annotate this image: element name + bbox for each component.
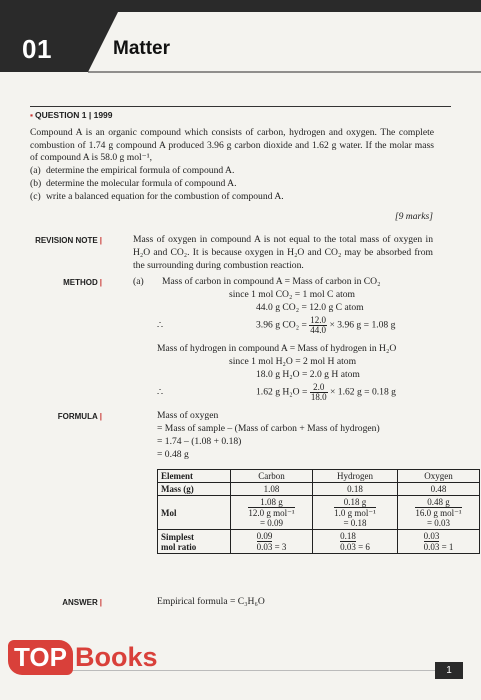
fraction-denominator: 0.03 bbox=[423, 542, 440, 552]
formula-label bbox=[22, 412, 102, 421]
hydrogen-line-2: since 1 mol H₂O = 2 mol H atom bbox=[229, 356, 357, 367]
formula-line-4: = 0.48 g bbox=[157, 449, 189, 460]
cell-result: = 1 bbox=[441, 542, 454, 552]
label-bar: | bbox=[99, 278, 102, 287]
table-row bbox=[158, 496, 480, 530]
formula-line-3: = 1.74 – (1.08 + 0.18) bbox=[157, 436, 242, 447]
formula-line-2: = Mass of sample – (Mass of carbon + Mass of hydrogen) bbox=[157, 423, 380, 434]
page-number: 1 bbox=[435, 662, 463, 679]
cell-fraction bbox=[257, 531, 273, 552]
fraction-numerator: 0.48 g bbox=[415, 497, 461, 508]
hydrogen-fraction bbox=[310, 383, 328, 402]
fraction-numerator: 12.0 bbox=[310, 315, 327, 325]
cell-fraction bbox=[415, 497, 461, 518]
question-rule bbox=[30, 106, 451, 107]
hydrogen-calc-right: × 1.62 g = 0.18 g bbox=[329, 386, 396, 398]
table-cell bbox=[313, 530, 398, 554]
mole-ratio-table bbox=[157, 469, 480, 554]
question-part-c bbox=[30, 191, 434, 204]
carbon-line-3: 44.0 g CO₂ = 12.0 g C atom bbox=[256, 302, 364, 313]
answer-text: Empirical formula = C₃H₆O bbox=[157, 596, 265, 607]
table-row-label bbox=[158, 530, 231, 554]
carbon-line-1: Mass of carbon in compound A = Mass of carbon in CO₂ bbox=[162, 276, 381, 287]
logo-top-text: TOP bbox=[8, 640, 73, 675]
carbon-calc-left: 3.96 g CO₂ = bbox=[256, 319, 307, 331]
hydrogen-line-4 bbox=[256, 383, 396, 402]
table-header-cell: Hydrogen bbox=[313, 470, 398, 483]
question-part-a bbox=[30, 165, 434, 178]
part-label: (a) bbox=[30, 165, 41, 177]
chapter-banner bbox=[0, 0, 481, 82]
therefore-symbol: ∴ bbox=[157, 387, 164, 398]
answer-label-text: ANSWER bbox=[62, 598, 98, 607]
table-cell bbox=[231, 496, 313, 530]
fraction-numerator: 0.18 g bbox=[334, 497, 376, 508]
table-cell bbox=[398, 496, 480, 530]
table-row-label: Mass (g) bbox=[158, 483, 231, 496]
cell-fraction bbox=[334, 497, 376, 518]
part-label: (c) bbox=[30, 190, 41, 202]
fraction-numerator: 1.08 g bbox=[248, 497, 294, 508]
part-text: write a balanced equation for the combustion of compound A. bbox=[46, 190, 284, 202]
hydrogen-calc-left: 1.62 g H₂O = bbox=[256, 386, 308, 398]
fraction-numerator: 0.18 bbox=[340, 531, 356, 541]
label-bar: | bbox=[99, 598, 102, 607]
hydrogen-line-3: 18.0 g H₂O = 2.0 g H atom bbox=[256, 369, 360, 380]
question-text: Compound A is an organic compound which consists of carbon, hydrogen and oxygen. The complete combustion of 1.74 g compound A produced 3.96 g carbon dioxide and 1.62 g water. If the molar mass of compound A is 58.0 g mol⁻¹, bbox=[30, 127, 434, 164]
cell-result: = 0.03 bbox=[426, 518, 451, 528]
hydrogen-line-1: Mass of hydrogen in compound A = Mass of hydrogen in H₂O bbox=[157, 343, 397, 354]
table-cell bbox=[398, 530, 480, 554]
fraction-numerator: 0.09 bbox=[256, 531, 273, 541]
topbooks-logo bbox=[8, 640, 158, 675]
question-heading bbox=[30, 110, 113, 120]
table-row bbox=[158, 470, 480, 483]
fraction-denominator: 0.03 bbox=[340, 542, 356, 552]
bullet-icon: ▪ bbox=[30, 110, 34, 120]
cell-result: = 0.09 bbox=[259, 518, 284, 528]
chapter-title: Matter bbox=[113, 38, 171, 59]
carbon-line-4 bbox=[256, 316, 395, 335]
chapter-number: 01 bbox=[22, 34, 52, 64]
table-header-cell: Element bbox=[158, 470, 231, 483]
label-bar: | bbox=[99, 412, 102, 421]
revision-note-label bbox=[22, 236, 102, 245]
cell-fraction bbox=[424, 531, 440, 552]
carbon-line-2: since 1 mol CO₂ = 1 mol C atom bbox=[229, 289, 356, 300]
row-label-line: Simplest bbox=[161, 531, 195, 542]
question-part-b bbox=[30, 178, 434, 191]
carbon-fraction bbox=[309, 316, 327, 335]
fraction-numerator: 2.0 bbox=[310, 383, 328, 393]
formula-label-text: FORMULA bbox=[57, 412, 98, 421]
formula-line-1: Mass of oxygen bbox=[157, 410, 219, 421]
revision-note-text: Mass of oxygen in compound A is not equal to the total mass of oxygen in H₂O and CO₂. It is because oxygen in H₂O and CO₂ may be absorbed from the surrounding during combustion reaction. bbox=[133, 234, 433, 271]
table-cell bbox=[313, 496, 398, 530]
logo-books-text: Books bbox=[74, 642, 158, 672]
method-part-label: (a) bbox=[133, 276, 144, 287]
marks-label: [9 marks] bbox=[394, 211, 433, 222]
cell-fraction bbox=[248, 497, 294, 518]
therefore-symbol: ∴ bbox=[157, 320, 164, 331]
label-bar: | bbox=[99, 236, 102, 245]
cell-result: = 3 bbox=[274, 542, 287, 552]
fraction-denominator: 0.03 bbox=[256, 542, 273, 552]
question-body bbox=[30, 127, 434, 203]
answer-label bbox=[22, 598, 102, 607]
cell-fraction bbox=[340, 531, 356, 552]
revision-note-label-text: REVISION NOTE bbox=[35, 236, 98, 245]
cell-result: = 6 bbox=[358, 542, 370, 552]
part-label: (b) bbox=[30, 177, 42, 189]
cell-result: = 0.18 bbox=[343, 518, 367, 528]
table-cell: 0.18 bbox=[313, 483, 398, 496]
table-row bbox=[158, 530, 480, 554]
table-row bbox=[158, 483, 480, 496]
table-header-cell: Oxygen bbox=[398, 470, 480, 483]
question-heading-text: QUESTION 1 | 1999 bbox=[35, 110, 113, 120]
table-row-label: Mol bbox=[158, 496, 231, 530]
carbon-calc-right: × 3.96 g = 1.08 g bbox=[329, 319, 396, 331]
table-cell: 0.48 bbox=[398, 483, 480, 496]
table-cell: 1.08 bbox=[231, 483, 313, 496]
fraction-denominator: 16.0 g mol⁻¹ bbox=[415, 508, 462, 518]
table-header-cell: Carbon bbox=[231, 470, 313, 483]
fraction-denominator: 12.0 g mol⁻¹ bbox=[248, 508, 295, 518]
row-label-line: mol ratio bbox=[161, 541, 197, 552]
method-label-text: METHOD bbox=[63, 278, 98, 287]
fraction-denominator: 1.0 g mol⁻¹ bbox=[334, 508, 376, 518]
part-text: determine the molecular formula of compound A. bbox=[46, 177, 237, 189]
fraction-denominator: 44.0 bbox=[310, 325, 327, 335]
fraction-numerator: 0.03 bbox=[423, 531, 440, 541]
part-text: determine the empirical formula of compound A. bbox=[46, 165, 235, 177]
method-label bbox=[22, 278, 102, 287]
fraction-denominator: 18.0 bbox=[310, 392, 327, 402]
table-cell bbox=[231, 530, 313, 554]
